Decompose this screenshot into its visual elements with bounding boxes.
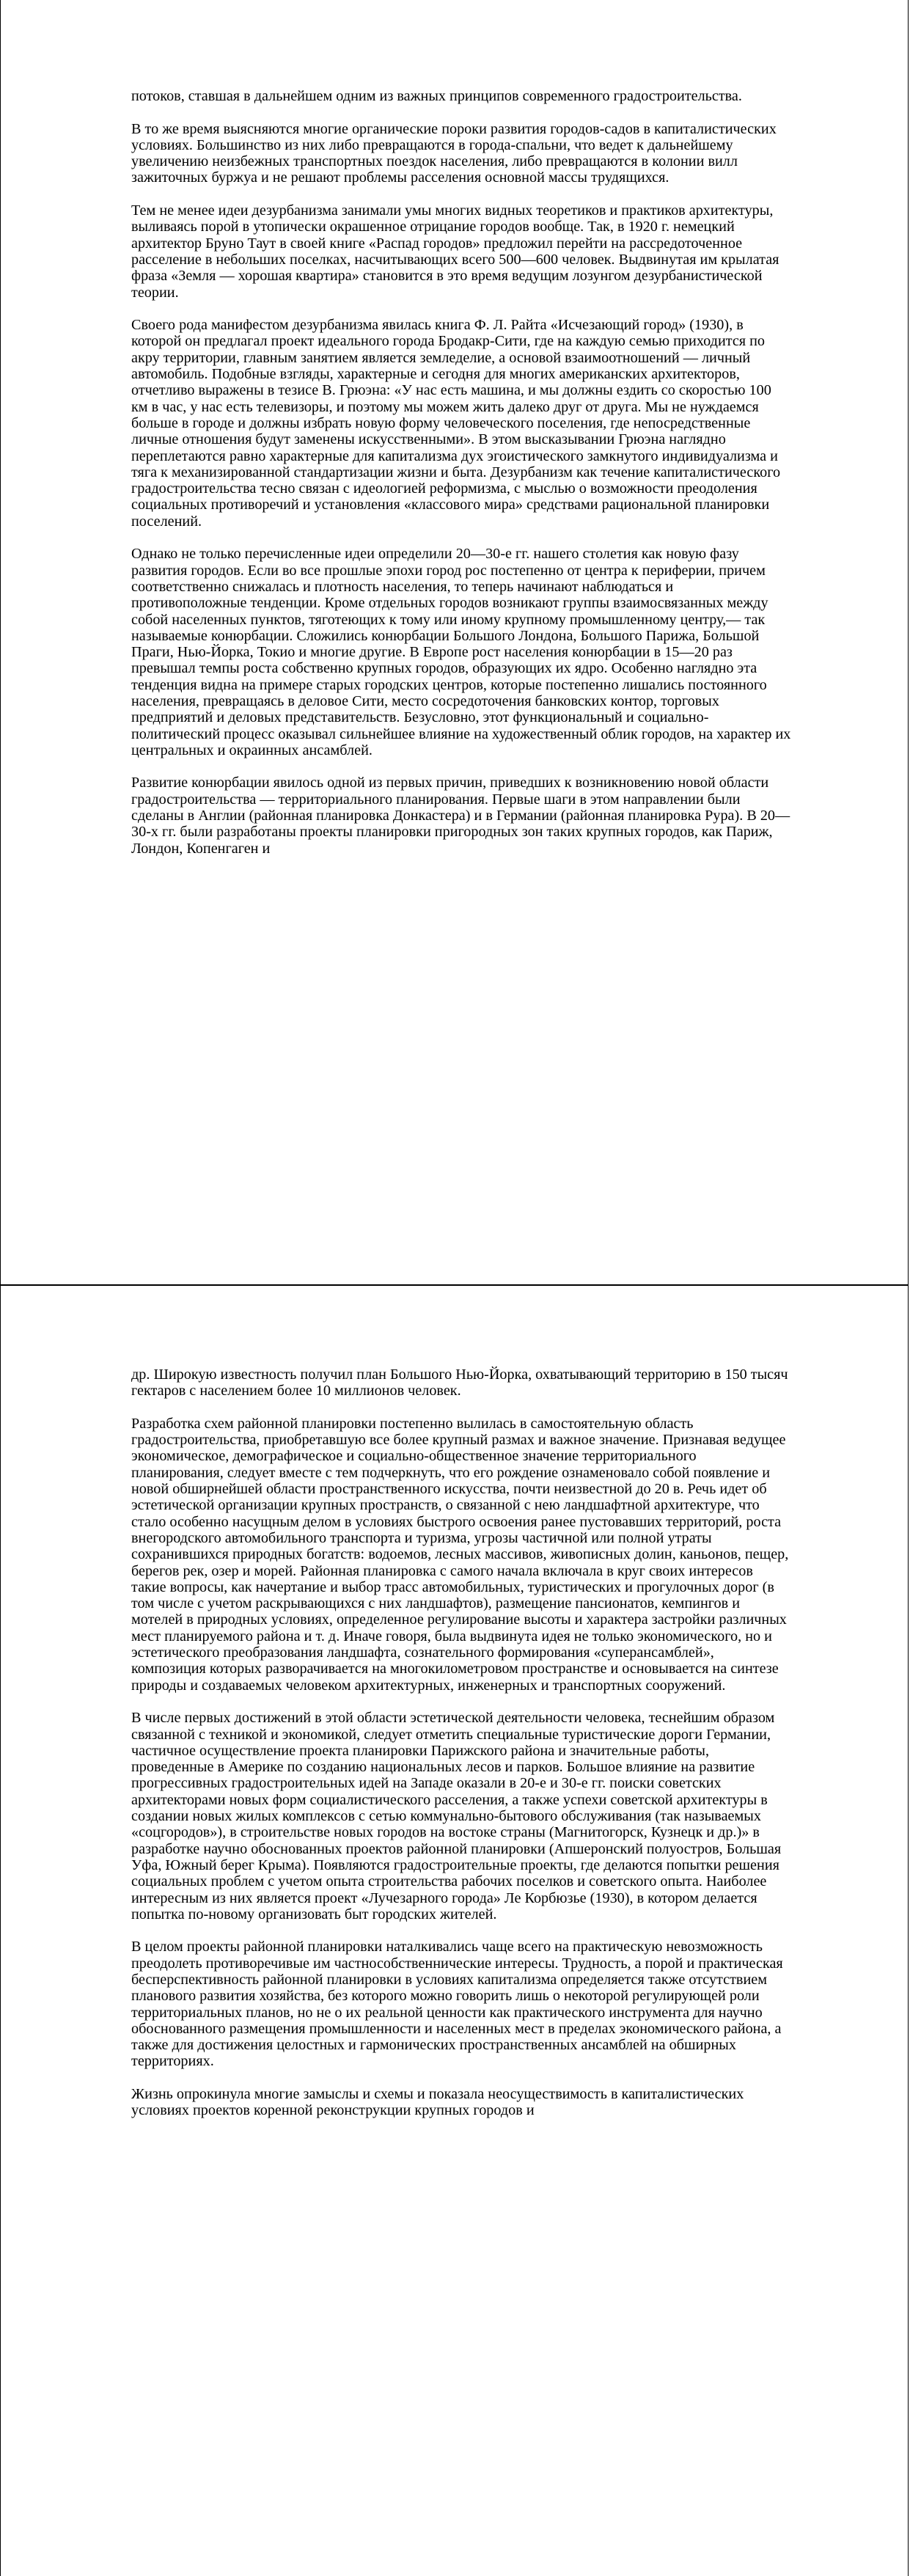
- paragraph: В целом проекты районной планировки наталкивались чаще всего на практическую невозможность преодолеть противоречивые им частнособственнические интересы. Трудность, а порой и практическая бесперспективность районной планировки в условиях капитализма определяется также отсутствием планового развития хозяйства, без которого можно говорить лишь о некоторой регулирующей роли территориальных планов, но не о их реальной ценности как практического инструмента для научно обоснованного размещения промышленности и населенных мест в пределах экономического района, а также для достижения целостных и гармонических пространственных ансамблей на обширных территориях.: [131, 1939, 783, 2070]
- paragraph: потоков, ставшая в дальнейшем одним из важных принципов современного градостроительства.: [131, 88, 742, 104]
- paragraph: Однако не только перечисленные идеи определили 20—30-е гг. нашего столетия как новую фазу развития городов. Если во все прошлые эпохи город рос постепенно от центра к периферии, причем соответственно снижалась и плотность населения, то теперь начинают наблюдаться и противоположные тенденции. Кроме отдельных городов возникают группы взаимосвязанных между собой населенных пунктов, тяготеющих к тому или иному крупному промышленному центру,— так называемые конюрбации. Сложились конюрбации Большого Лондона, Большого Парижа, Большой Праги, Нью-Йорка, Токио и многие другие. В Европе рост населения конюрбации в 15—20 раз превышал темпы роста собственно крупных городов, образующих их ядро. Особенно наглядно эта тенденция видна на примере старых городских центров, которые постепенно лишались постоянного населения, превращаясь в деловое Сити, место сосредоточения банковских контор, торговых предприятий и деловых представительств. Безусловно, этот функциональный и социально-политический процесс оказывал сильнейшее влияние на художественный облик городов, на характер их центральных и окраинных ансамблей.: [131, 546, 791, 758]
- paragraph: Тем не менее идеи дезурбанизма занимали умы многих видных теоретиков и практиков архитектуры, выливаясь порой в утопически окрашенное отрицание городов вообще. Так, в 1920 г. немецкий архитектор Бруно Таут в своей книге «Распад городов» предложил перейти на рассредоточенное расселение в небольших поселках, насчитывающих всего 500—600 человек. Выдвинутая им крылатая фраза «Земля — хорошая квартира» становится в это время ведущим лозунгом дезурбанистической теории.: [131, 202, 779, 301]
- paragraph: Своего рода манифестом дезурбанизма явилась книга Ф. Л. Райта «Исчезающий город» (1930), в которой он предлагал проект идеального города Бродакр-Сити, где на каждую семью приходится по акру территории, главным занятием является земледелие, а основой взаимоотношений — личный автомобиль. Подобные взгляды, характерные и сегодня для многих американских архитекторов, отчетливо выражены в тезисе В. Грюэна: «У нас есть машина, и мы должны ездить со скоростью 100 км в час, у нас есть телевизоры, и поэтому мы можем жить далеко друг от друга. Мы не нуждаемся больше в городе и должны избрать новую форму человеческого поселения, где непосредственные личные отношения будут заменены искусственными». В этом высказывании Грюэна наглядно переплетаются равно характерные для капитализма дух эгоистического замкнутого индивидуализма и тяга к механизированной стандартизации жизни и быта. Дезурбанизм как течение капиталистического градостроительства тесно связан с идеологией реформизма, с мыслью о возможности преодоления социальных противоречий и установления «классового мира» средствами рациональной планировки поселений.: [131, 317, 781, 530]
- paragraph: В числе первых достижений в этой области эстетической деятельности человека, теснейшим образом связанной с техникой и экономикой, следует отметить специальные туристические дороги Германии, частичное осуществление проекта планировки Парижского района и значительные работы, проведенные в Америке по созданию национальных лесов и парков. Большое влияние на развитие прогрессивных градостроительных идей на Западе оказали в 20-е и 30-е гг. поиски советских архитекторами новых форм социалистического расселения, а также успехи советской архитектуры в создании новых жилых комплексов с сетью коммунально-бытового обслуживания (так называемых «соцгородов»), в строительстве новых городов на востоке страны (Магнитогорск, Кузнецк и др.)» в разработке научно обоснованных проектов районной планировки (Апшеронский полуостров, Большая Уфа, Южный берег Крыма). Появляются градостроительные проекты, где делаются попытки решения социальных проблем с учетом опыта строительства рабочих поселков и советского опыта. Наиболее интересным из них является проект «Лучезарного города» Ле Корбюзье (1930), в котором делается попытка по-новому организовать быт городских жителей.: [131, 1710, 782, 1922]
- paragraph: Развитие конюрбации явилось одной из первых причин, приведших к возникновению новой области градостроительства — территориального планирования. Первые шаги в этом направлении были сделаны в Англии (районная планировка Донкастера) и в Германии (районная планировка Рура). В 20—30-х гг. были разработаны проекты планировки пригородных зон таких крупных городов, как Париж, Лондон, Копенгаген и: [131, 775, 790, 857]
- paragraph: В то же время выясняются многие органические пороки развития городов-садов в капиталистических условиях. Большинство из них либо превращаются в города-спальни, что ведет к дальнейшему увеличению неизбежных транспортных поездок населения, либо превращаются в колонии вилл зажиточных буржуа и не решают проблемы расселения основной массы трудящихся.: [131, 120, 777, 186]
- document-page-2: [0, 1285, 909, 2576]
- paragraph: Жизнь опрокинула многие замыслы и схемы и показала неосуществимость в капиталистических условиях проектов коренной реконструкции крупных городов и: [131, 2086, 744, 2119]
- paragraph: Разработка схем районной планировки постепенно вылилась в самостоятельную область градостроительства, приобретавшую все более крупный размах и важное значение. Признавая ведущее экономическое, демографическое и социально-общественное значение территориального планирования, следует вместе с тем подчеркнуть, что его рождение ознаменовало собой появление и новой обширнейшей области пространственного искусства, почти неизвестной до 20 в. Речь идет об эстетической организации крупных пространств, о связанной с нею ландшафтной архитектуре, что стало особенно насущным делом в условиях быстрого освоения ранее пустовавших территорий, роста внегородского автомобильного транспорта и туризма, угрозы частичной или полной утраты сохранившихся природных богатств: водоемов, лесных массивов, живописных долин, каньонов, пещер, берегов рек, озер и морей. Районная планировка с самого начала включала в круг своих интересов такие вопросы, как начертание и выбор трасс автомобильных, туристических и прогулочных дорог (в том числе с учетом раскрывающихся с них ландшафтов), размещение пансионатов, кемпингов и мотелей в природных условиях, определенное регулирование высоты и характера застройки различных мест планируемого района и т. д. Иначе говоря, была выдвинута идея не только экономического, но и эстетического преобразования ландшафта, сознательного формирования «суперансамблей», композиция которых разворачивается на многокилометровом пространстве и основывается на синтезе природы и создаваемых человеком архитектурных, инженерных и транспортных сооружений.: [131, 1415, 789, 1694]
- page-2-text: [131, 1366, 791, 2119]
- page-1-text: [131, 88, 791, 857]
- document-page-1: [0, 0, 909, 1285]
- paragraph: др. Широкую известность получил план Большого Нью-Йорка, охватывающий территорию в 150 тысяч гектаров с населением более 10 миллионов человек.: [131, 1366, 788, 1399]
